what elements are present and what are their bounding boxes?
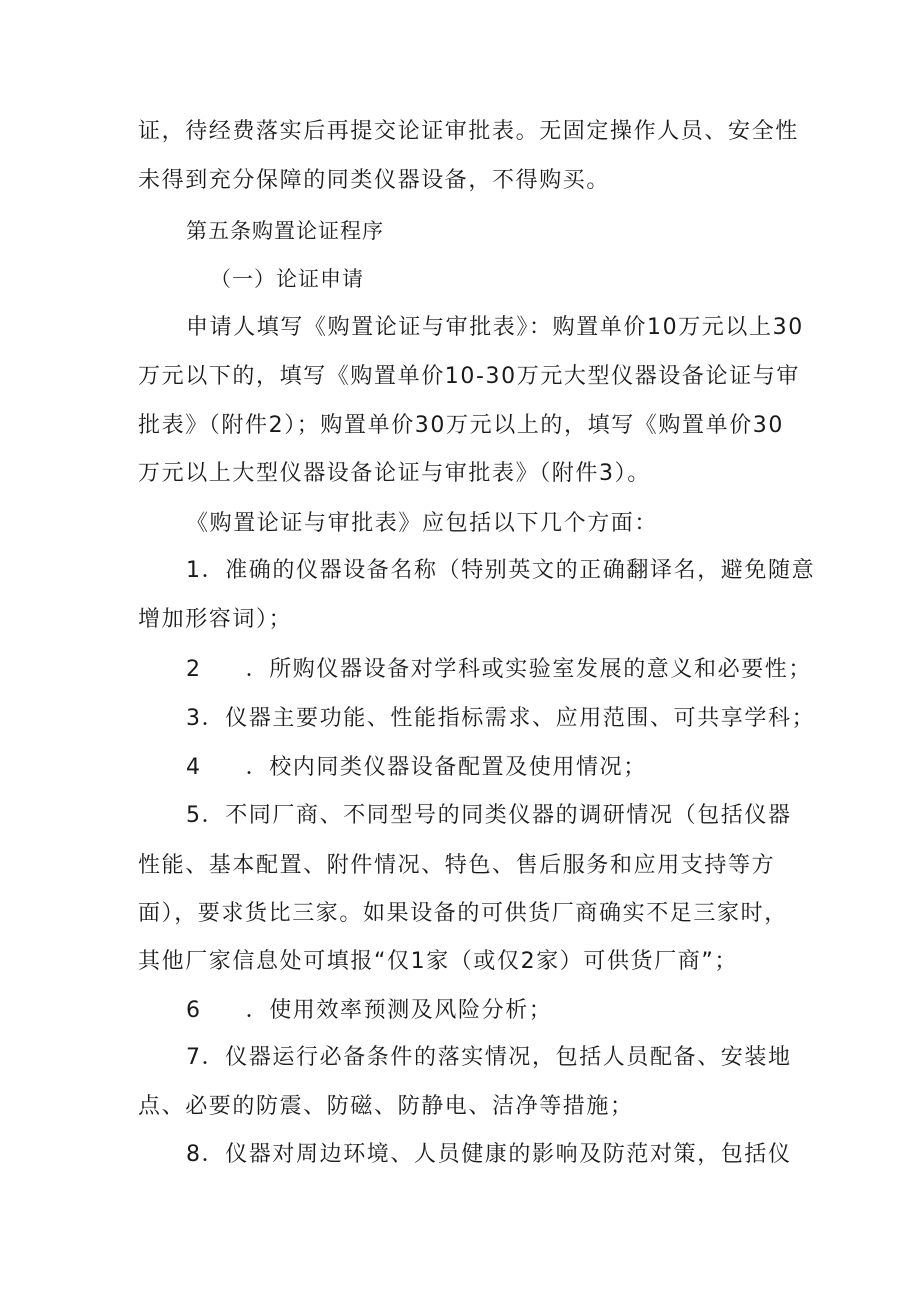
section-heading: （一）论证申请 bbox=[210, 267, 364, 291]
list-item-number: 4 bbox=[186, 755, 202, 780]
text-line: 未得到充分保障的同类仪器设备，不得购买。 bbox=[138, 168, 611, 193]
list-item-text: ．仪器对周边环境、人员健康的影响及防范对策，包括仪 bbox=[201, 1142, 792, 1167]
text-line: 万元以下的，填写《购置单价10-30万元大型仪器设备论证与审 bbox=[138, 364, 800, 389]
list-item-3 bbox=[186, 704, 920, 734]
list-item-1 bbox=[186, 556, 920, 586]
list-item-text: ．使用效率预测及风险分析； bbox=[245, 998, 553, 1023]
list-item-8 bbox=[186, 1140, 920, 1170]
list-item-text: ．准确的仪器设备名称（特别英文的正确翻译名，避免随意 bbox=[201, 558, 816, 583]
text-line: 其他厂家信息处可填报“仅1家（或仅2家）可供货厂商”； bbox=[138, 949, 738, 974]
text-line: 证，待经费落实后再提交论证审批表。无固定操作人员、安全性 bbox=[138, 119, 799, 144]
list-item-number: 7 bbox=[186, 1045, 202, 1070]
list-item-number: 1 bbox=[186, 558, 202, 583]
text-line: 面），要求货比三家。如果设备的可供货厂商确实不足三家时， bbox=[138, 901, 788, 926]
list-item-number: 6 bbox=[186, 998, 202, 1023]
list-item-number: 2 bbox=[186, 657, 202, 682]
list-item-2 bbox=[186, 655, 920, 685]
list-item-number: 8 bbox=[186, 1142, 202, 1167]
article-heading: 第五条购置论证程序 bbox=[186, 219, 384, 243]
list-item-4 bbox=[186, 753, 920, 783]
list-item-text: ．仪器运行必备条件的落实情况，包括人员配备、安装地 bbox=[201, 1045, 792, 1070]
list-item-6 bbox=[186, 996, 920, 1026]
list-item-text: ．仪器主要功能、性能指标需求、应用范围、可共享学科； bbox=[201, 706, 816, 731]
list-item-text: ．不同厂商、不同型号的同类仪器的调研情况（包括仪器 bbox=[201, 803, 792, 828]
text-line: 性能、基本配置、附件情况、特色、售后服务和应用支持等方 bbox=[138, 853, 776, 878]
text-line: 批表》（附件2）；购置单价30万元以上的，填写《购置单价30 bbox=[138, 413, 784, 438]
text-line: 增加形容词）； bbox=[138, 607, 293, 632]
list-item-number: 5 bbox=[186, 803, 202, 828]
list-item-text: ．所购仪器设备对学科或实验室发展的意义和必要性； bbox=[245, 657, 813, 682]
list-item-text: ．校内同类仪器设备配置及使用情况； bbox=[245, 755, 647, 780]
text-line: 万元以上大型仪器设备论证与审批表》（附件3）。 bbox=[138, 461, 651, 486]
list-item-5 bbox=[186, 801, 920, 831]
text-line: 《购置论证与审批表》应包括以下几个方面： bbox=[186, 511, 659, 536]
list-item-7 bbox=[186, 1043, 920, 1073]
text-line: 申请人填写《购置论证与审批表》：购置单价10万元以上30 bbox=[186, 315, 804, 340]
list-item-number: 3 bbox=[186, 706, 202, 731]
text-line: 点、必要的防震、防磁、防静电、洁净等措施； bbox=[138, 1094, 634, 1119]
